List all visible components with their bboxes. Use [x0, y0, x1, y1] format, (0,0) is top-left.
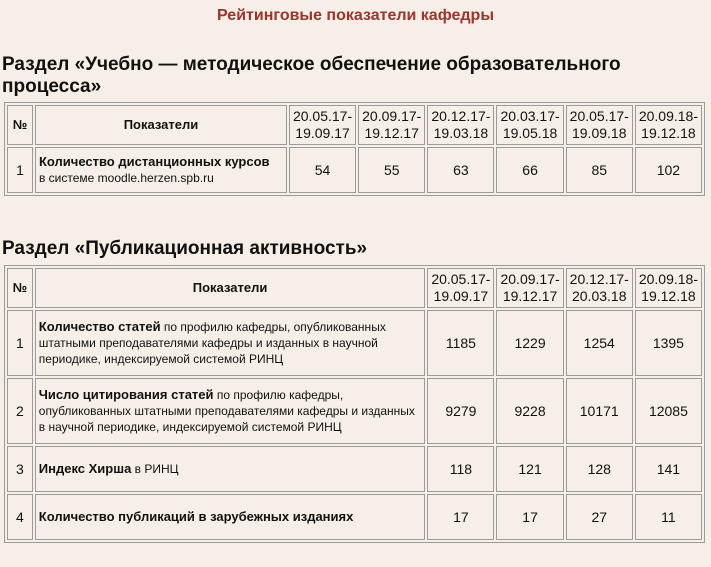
period-header: 20.05.17- 19.09.17 — [427, 268, 494, 308]
indicator-rest: в РИНЦ — [131, 462, 179, 476]
value-cell: 10171 — [566, 378, 633, 444]
section-title-publications: Раздел «Публикационная активность» — [2, 238, 368, 259]
section-title-methodical: Раздел «Учебно — методическое обеспечение образовательного процесса» — [2, 54, 621, 97]
value-cell: 102 — [635, 147, 702, 193]
methodical-table — [4, 102, 705, 196]
indicator-bold: Количество дистанционных курсов — [38, 154, 270, 169]
value-cell: 9228 — [496, 378, 563, 444]
value-cell: 27 — [566, 494, 633, 540]
period-header: 20.03.17- 19.05.18 — [496, 105, 563, 145]
publications-table — [4, 265, 705, 543]
row-number: 1 — [7, 147, 33, 193]
row-number: 1 — [7, 310, 33, 376]
col-indicators-header: Показатели — [35, 268, 426, 308]
period-header: 20.09.17- 19.12.17 — [496, 268, 563, 308]
value-cell: 11 — [635, 494, 702, 540]
table-header-row — [7, 105, 702, 145]
value-cell: 121 — [496, 446, 563, 492]
page-title: Рейтинговые показатели кафедры — [217, 7, 494, 24]
indicator-bold: Число цитирования статей — [38, 387, 214, 402]
value-cell: 17 — [496, 494, 563, 540]
value-cell: 54 — [289, 147, 356, 193]
indicator-cell — [35, 446, 426, 492]
row-number: 4 — [7, 494, 33, 540]
indicator-rest: по профилю кафедры, опубликованных штатными преподавателями кафедры и изданных в научной периодике, индексируемой системой РИНЦ — [38, 388, 415, 434]
indicator-rest: в системе moodle.herzen.spb.ru — [38, 171, 214, 185]
value-cell: 63 — [427, 147, 494, 193]
period-header: 20.09.18- 19.12.18 — [635, 105, 702, 145]
value-cell: 1229 — [496, 310, 563, 376]
value-cell: 55 — [358, 147, 425, 193]
value-cell: 17 — [427, 494, 494, 540]
value-cell: 12085 — [635, 378, 702, 444]
col-indicators-header: Показатели — [35, 105, 287, 145]
row-number: 2 — [7, 378, 33, 444]
indicator-bold: Количество публикаций в зарубежных изданиях — [38, 509, 354, 524]
period-header: 20.12.17- 20.03.18 — [566, 268, 633, 308]
value-cell: 128 — [566, 446, 633, 492]
table-row — [7, 446, 702, 492]
indicator-rest: по профилю кафедры, опубликованных штатными преподавателями кафедры и изданных в научной периодике, индексируемой системой РИНЦ — [38, 320, 386, 366]
indicator-bold: Индекс Хирша — [38, 461, 132, 476]
value-cell: 141 — [635, 446, 702, 492]
value-cell: 1185 — [427, 310, 494, 376]
period-header: 20.09.18- 19.12.18 — [635, 268, 702, 308]
period-header: 20.09.17- 19.12.17 — [358, 105, 425, 145]
table-row — [7, 310, 702, 376]
indicator-bold: Количество статей — [38, 319, 161, 334]
value-cell: 9279 — [427, 378, 494, 444]
col-no-header: № — [7, 105, 33, 145]
table-row — [7, 378, 702, 444]
value-cell: 1254 — [566, 310, 633, 376]
indicator-cell — [35, 378, 426, 444]
period-header: 20.05.17- 19.09.18 — [566, 105, 633, 145]
value-cell: 85 — [566, 147, 633, 193]
period-header: 20.05.17- 19.09.17 — [289, 105, 356, 145]
period-header: 20.12.17- 19.03.18 — [427, 105, 494, 145]
indicator-cell — [35, 147, 287, 193]
table-header-row — [7, 268, 702, 308]
table-row — [7, 147, 702, 193]
table-row — [7, 494, 702, 540]
col-no-header: № — [7, 268, 33, 308]
row-number: 3 — [7, 446, 33, 492]
indicator-cell — [35, 494, 426, 540]
value-cell: 1395 — [635, 310, 702, 376]
value-cell: 66 — [496, 147, 563, 193]
indicator-cell — [35, 310, 426, 376]
value-cell: 118 — [427, 446, 494, 492]
